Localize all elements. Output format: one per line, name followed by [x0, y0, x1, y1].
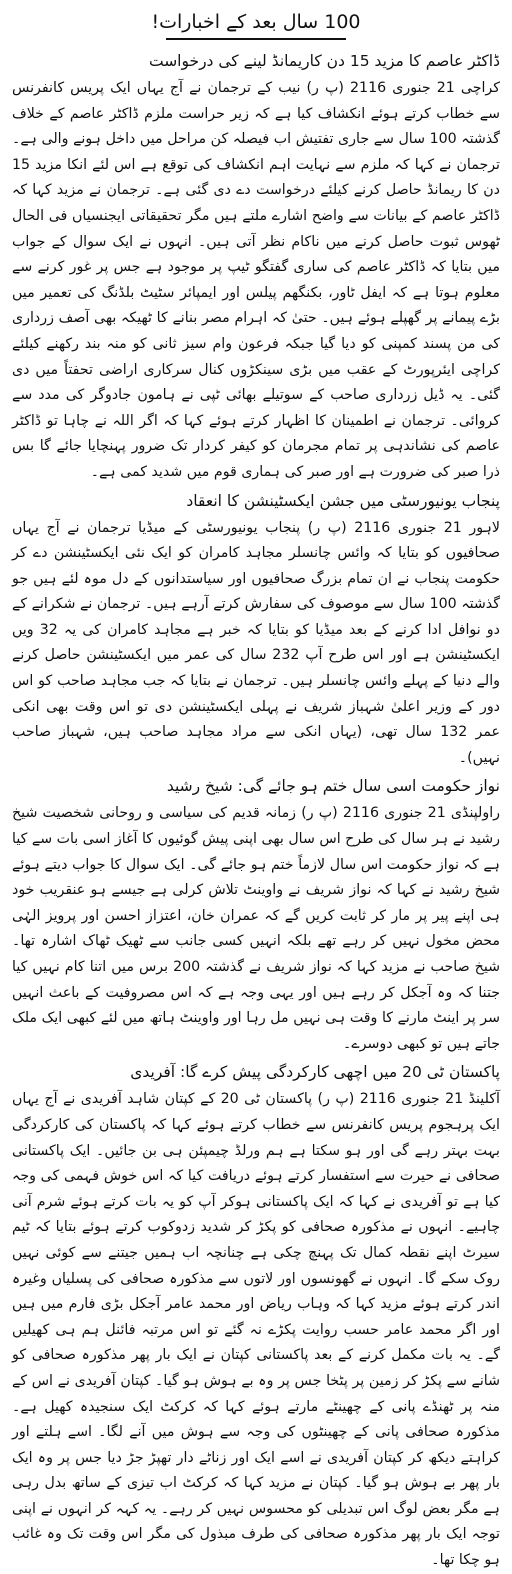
page-title: 100 سال بعد کے اخبارات! [151, 11, 361, 33]
article-body: راولپنڈی 21 جنوری 2116 (پ ر) زمانہ قدیم کی سیاسی و روحانی شخصیت شیخ رشید نے ہر سال کی طرح اس سال بھی اپنی پیش گوئیوں کا آغاز اسی بات سے کیا ہے کہ نواز حکومت اس سال لازماً ختم ہو جائے گی۔ ایک سوال کا جواب دیتے ہوئے شیخ رشید نے کہا کہ نواز شریف نے واوینٹ تلاش کرلی ہے جیسے ہو عنقریب خود ہی اپنے پیر پر مار کر ثابت کریں گے کہ عمران خان، اعتزاز احسن اور پرویز الہٰی محض مخول نہیں کر رہے تھے بلکہ انہیں کسی جانب سے ٹھیک ٹھاک اشارہ تھا۔ شیخ صاحب نے مزید کہا کہ نواز شریف نے گذشتہ 200 برس میں اتنا کام نہیں کیا جتنا کہ وہ آجکل کر رہے ہیں اور یہی وجہ ہے کہ اس مصروفیت کے باعث انہیں سر پر اینٹ مارنے کا وقت ہی نہیں مل رہا اور واوینٹ ہاتھ میں لئے کبھی ایک ملک جاتے ہیں تو کبھی دوسرے۔ [12, 805, 500, 1052]
article-body: آکلینڈ 21 جنوری 2116 (پ ر) پاکستان ٹی 20 کے کپتان شاہد آفریدی نے آج یہاں ایک پرہجوم پریس کانفرنس سے خطاب کرتے ہوئے کہا کہ پاکستان کی کارکردگی بہت بہتر رہے گی اور ہو سکتا ہے ہم ورلڈ چیمپئن ہی بن جائیں۔ ایک پاکستانی صحافی نے حیرت سے استفسار کرتے ہوئے دریافت کیا کہ اس خوش فہمی کی وجہ کیا ہے تو آفریدی نے کہا کہ ایک پاکستانی ہوکر آپ کو یہ بات کرتے ہوئے شرم آنی چاہیے۔ انہوں نے مذکورہ صحافی کو پکڑ کر شدید زدوکوب کرتے ہوئے بتایا کہ ٹیم سیرٹ اپنے نقطہ کمال تک پہنچ چکی ہے چنانچہ اب ہمیں جیتنے سے کوئی نہیں روک سکے گا۔ انہوں نے گھونسوں اور لاتوں سے مذکورہ صحافی کی پسلیاں وغیرہ اندر کرتے ہوئے مزید کہا کہ وہاب ریاض اور محمد عامر آجکل بڑی فارم میں ہیں اور اگر محمد عامر حسب روایت پکڑے نہ گئے تو اس مرتبہ فائنل ہم ہی کھیلیں گے۔ یہ بات مکمل کرنے کے بعد پاکستانی کپتان نے ایک بار پھر مذکورہ صحافی کو شانے سے پکڑ کر زمین پر پٹخا جس پر وہ بے ہوش ہو گیا۔ کپتان آفریدی نے اس کے منہ پر ٹھنڈے پانی کے چھینٹے مارتے ہوئے کہا کہ کرکٹ ایک سنجیدہ کھیل ہے۔ مذکورہ صحافی پانی کے چھینٹوں کی وجہ سے ہوش میں آنے لگا۔ اسے ہلتے اور کراہتے دیکھ کر کپتان آفریدی نے اسے ایک اور زناٹے دار تھپڑ جڑ دیا جس پر وہ ایک بار پھر بے ہوش ہو گیا۔ کپتان نے مزید کہا کہ کرکٹ اب تیزی کے ساتھ بدل رہی ہے مگر بعض لوگ اس تبدیلی کو محسوس نہیں کر رہے۔ یہ کہہ کر انہوں نے اپنی توجہ ایک بار پھر مذکورہ صحافی کی طرف مبذول کی مگر اس وقت تک وہ غائب ہو چکا تھا۔ [12, 1091, 500, 1569]
article-heading: نواز حکومت اسی سال ختم ہو جائے گی: شیخ رشید [166, 777, 500, 796]
article-sheikh-rasheed [12, 773, 500, 1057]
article-punjab-university [12, 488, 500, 772]
article-heading: پاکستان ٹی 20 میں اچھی کارکردگی پیش کرے گا: آفریدی [130, 1063, 500, 1082]
article-asim [12, 48, 500, 486]
article-body: لاہور 21 جنوری 2116 (پ ر) پنجاب یونیورسٹی کے میڈیا ترجمان نے آج یہاں صحافیوں کو بتایا کہ وائس چانسلر مجاہد کامران کو ایک نئی ایکسٹینشن دے کر حکومت پنجاب نے ان تمام بزرگ صحافیوں اور سیاستدانوں کے دل موہ لئے ہیں جو گذشتہ 100 سال سے موصوف کی سفارش کرتے آرہے ہیں۔ ترجمان نے شکرانے کے دو نوافل ادا کرنے کے بعد میڈیا کو بتایا کہ خبر ہے مجاہد کامران کی یہ 32 ویں ایکسٹینشن ہے اور اس طرح آپ 232 سال کی عمر میں ایکسٹینشن حاصل کرنے والے دنیا کے پہلے وائس چانسلر ہیں۔ ترجمان نے بتایا کہ جب مجاہد صاحب کو اس دور کے وزیر اعلیٰ شہباز شریف نے پہلی ایکسٹینشن دی تو اس وقت بھی انکی عمر 132 سال تھی، (یہاں انکی سے مراد مجاہد صاحب ہیں، شہباز صاحب نہیں)۔ [12, 519, 501, 766]
article-body: کراچی 21 جنوری 2116 (پ ر) نیب کے ترجمان نے آج یہاں ایک پریس کانفرنس سے خطاب کرتے ہوئے انکشاف کیا ہے کہ زیر حراست ملزم ڈاکٹر عاصم کے خلاف گذشتہ 100 سال سے جاری تفتیش اب فیصلہ کن مراحل میں داخل ہونے والی ہے۔ ترجمان نے کہا کہ ملزم سے نہایت اہم انکشاف کی توقع ہے اس لئے انکا مزید 15 دن کا ریمانڈ حاصل کرنے کیلئے درخواست دے دی گئی ہے۔ ترجمان نے مزید کہا کہ ڈاکٹر عاصم کے بیانات سے واضح اشارے ملتے ہیں مگر تحقیقاتی ایجنسیاں فی الحال ٹھوس ثبوت حاصل کرنے میں ناکام نظر آتی ہیں۔ انہوں نے ایک سوال کے جواب میں بتایا کہ ڈاکٹر عاصم کی ساری گفتگو ٹیپ پر موجود ہے جس پر غور کرنے سے معلوم ہوتا ہے کہ ایفل ٹاور، بکنگھم پیلس اور ایمپائر سٹیٹ بلڈنگ کی تعمیر میں بڑے پیمانے پر گھپلے ہوئے ہیں۔ حتیٰ کہ اہرام مصر بنانے کا ٹھیکہ بھی آصف زرداری کی من پسند کمپنی کو دیا گیا جبکہ فرعون وام سیز ثانی کو منہ بند رکھنے کیلئے کراچی ایئرپورٹ کے عقب میں بڑی سینکڑوں کنال سرکاری اراضی تحفتاً میں دی گئی۔ یہ ڈیل زرداری صاحب کے سوتیلے بھائی ٹپی نے ہامون جادوگر کی مدد سے کروائی۔ ترجمان نے اطمینان کا اظہار کرتے ہوئے کہا کہ اگر اللہ نے چاہا تو ڈاکٹر عاصم کی نشاندہی پر تمام مجرمان کو کیفر کردار تک ضرور پہنچایا جائے گا بس ذرا صبر کی ضرورت ہے اور صبر کی ہماری قوم میں شدید کمی ہے۔ [12, 80, 500, 480]
article-heading: پنجاب یونیورسٹی میں جشن ایکسٹینشن کا انعقاد [186, 491, 500, 510]
title-underline [166, 38, 346, 40]
article-afridi [12, 1059, 500, 1573]
article-heading: ڈاکٹر عاصم کا مزید 15 دن کاریمانڈ لینے کی درخواست [148, 52, 500, 70]
